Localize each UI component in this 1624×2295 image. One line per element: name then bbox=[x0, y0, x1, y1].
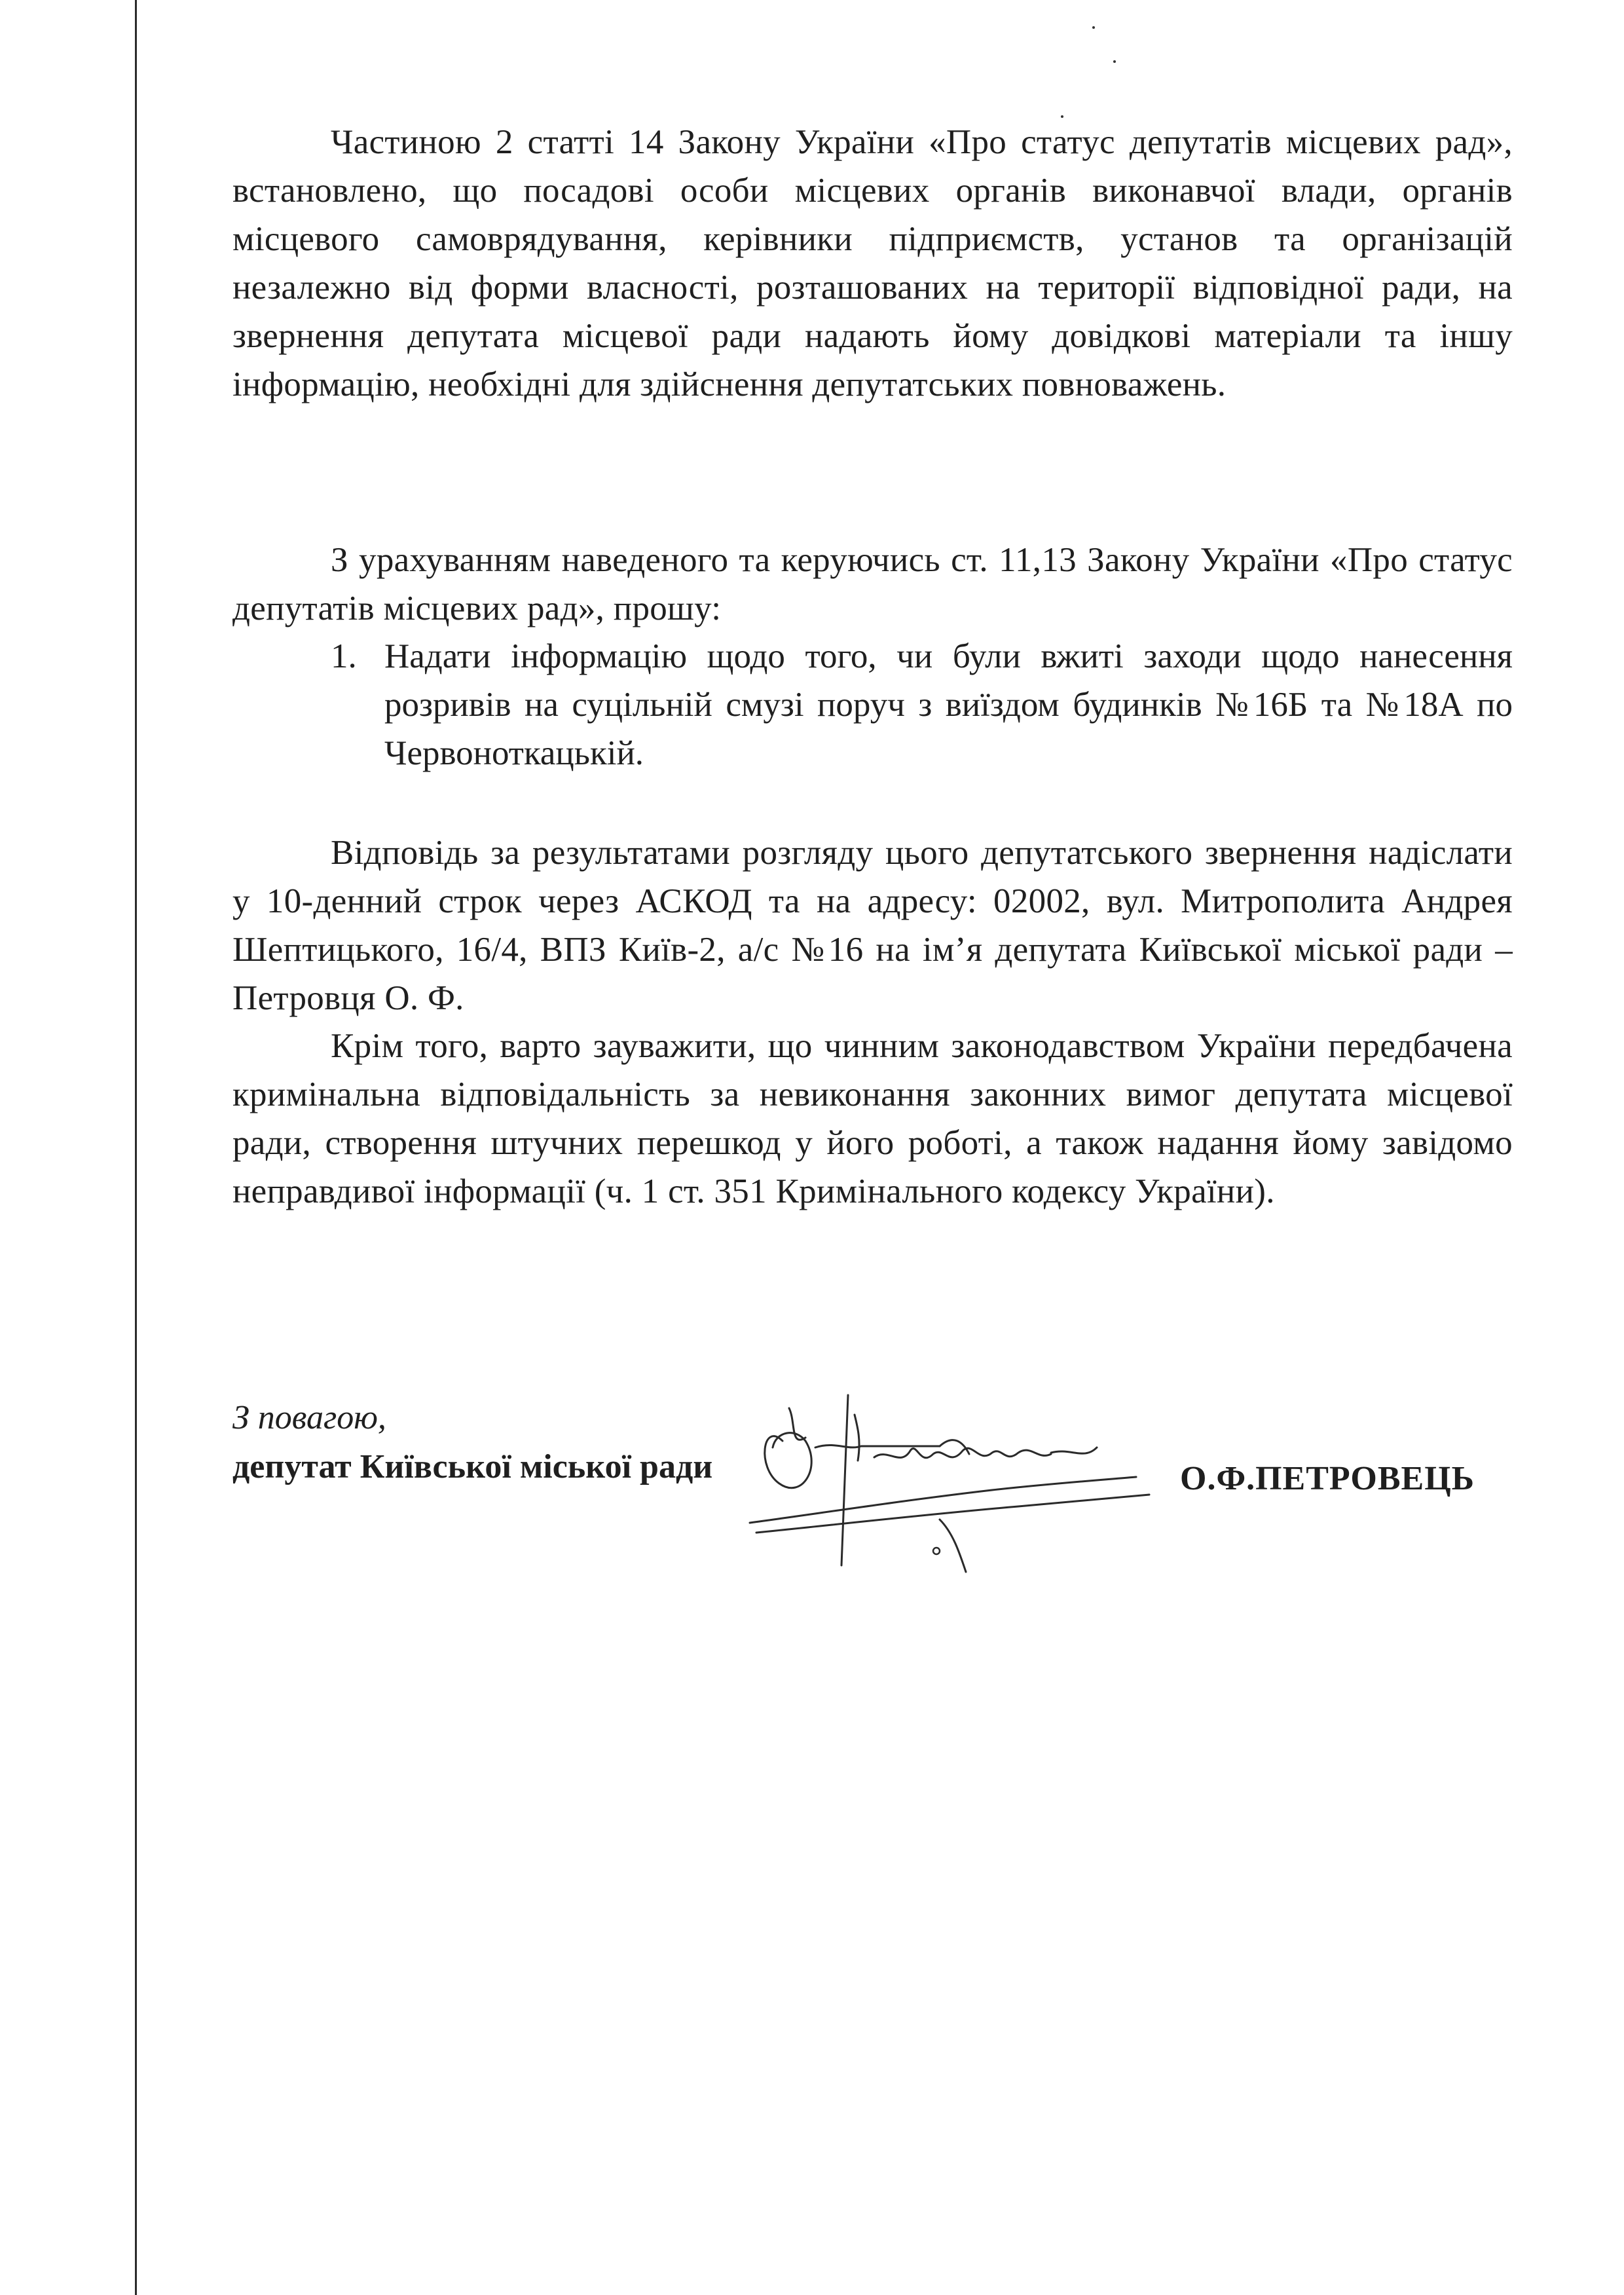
scan-edge-line bbox=[135, 0, 137, 2295]
paragraph-legal-basis: Частиною 2 статті 14 Закону України «Про статус депутатів місцевих рад», встановлено, що посадові особи місцевих органів виконавчої влади, органів місцевого самоврядування, керівники підприємств, установ та організацій незалежно від форми власності, розташованих на території відповідної ради, на звернення депутата місцевої ради надають йому довідкові матеріали та іншу інформацію, необхідні для здійснення депутатських повноважень. bbox=[232, 123, 1513, 403]
signer-position: депутат Київської міської ради bbox=[232, 1448, 713, 1485]
paragraph-response-address: Відповідь за результатами розгляду цього депутатського звернення надіслати у 10-денний строк через АСКОД та на адресу: 02002, вул. Митрополита Андрея Шептицького, 16/4, ВПЗ Київ-2, а/с №16 на ім’я депутата Київської міської ради – Петровця О. Ф. bbox=[232, 834, 1513, 1017]
scan-speck bbox=[1092, 26, 1095, 29]
paragraph-request-intro: З урахуванням наведеного та керуючись ст. 11,13 Закону України «Про статус депутатів місцевих рад», прошу: bbox=[232, 541, 1513, 627]
request-list bbox=[331, 632, 1513, 777]
scan-speck bbox=[1113, 60, 1116, 63]
list-item-number: 1. bbox=[331, 637, 357, 675]
list-item bbox=[331, 632, 1513, 777]
paragraph-liability-note: Крім того, варто зауважити, що чинним законодавством України передбачена кримінальна відповідальність за невиконання законних вимог депутата місцевої ради, створення штучних перешкод у його роботі, а також надання йому завідомо неправдивої інформації (ч. 1 ст. 351 Кримінального кодексу України). bbox=[232, 1027, 1513, 1210]
closing-greeting: З повагою, bbox=[232, 1399, 386, 1436]
signer-name: О.Ф.ПЕТРОВЕЦЬ bbox=[1180, 1460, 1475, 1497]
list-item-text: Надати інформацію щодо того, чи були вжиті заходи щодо нанесення розривів на суцільній смузі поруч з виїздом будинків №16Б та №18А по Червоноткацькій. bbox=[384, 637, 1513, 772]
handwritten-signature bbox=[743, 1369, 1162, 1585]
